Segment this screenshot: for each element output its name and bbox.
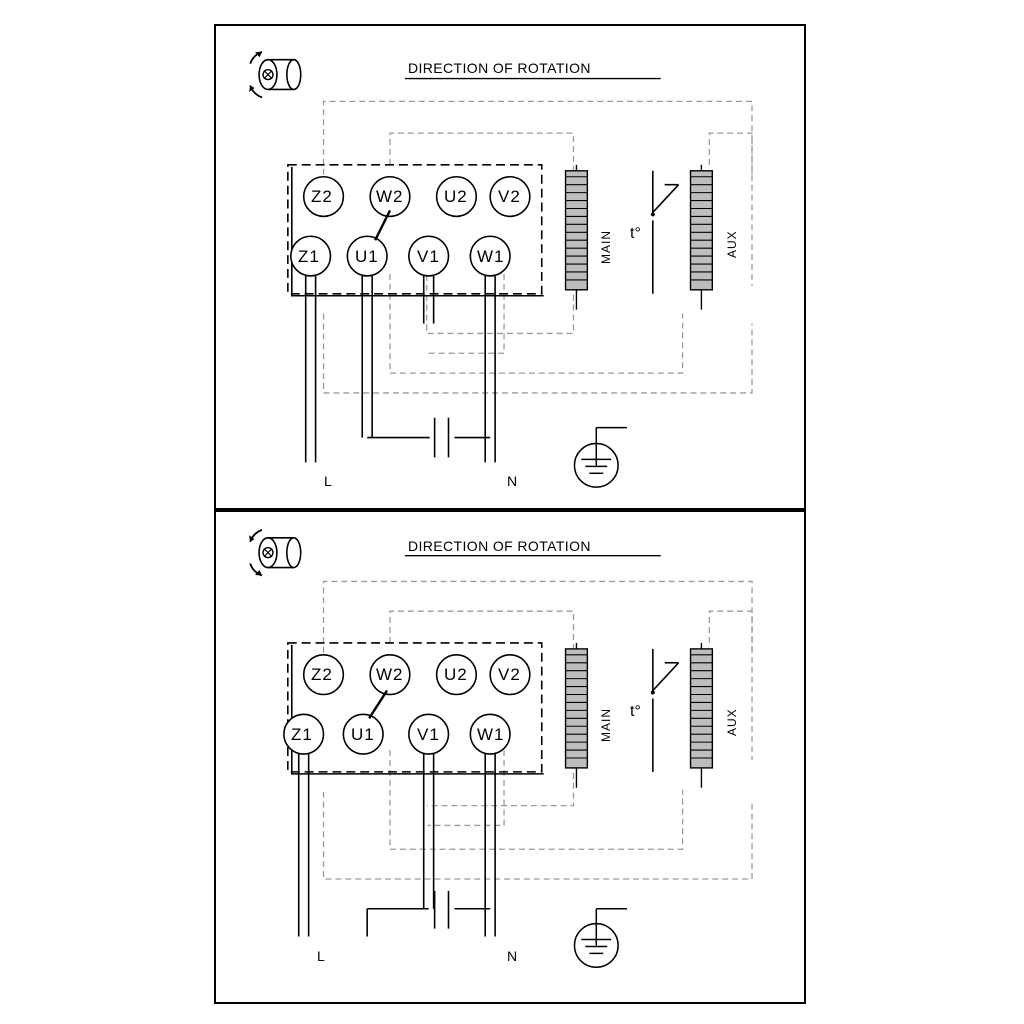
terminal-label-u2: U2: [444, 665, 468, 684]
aux-winding-label: AUX: [725, 708, 739, 736]
terminal-label-z2: Z2: [311, 187, 333, 206]
terminal-label-z1: Z1: [291, 725, 313, 744]
panel-bottom: [214, 510, 806, 1004]
terminal-label-v1: V1: [417, 247, 440, 266]
line-terminal-label: L: [324, 473, 332, 489]
terminal-label-v2: V2: [498, 665, 521, 684]
thermal-switch-label: t°: [630, 225, 641, 242]
neutral-terminal-label: N: [507, 473, 518, 489]
terminal-label-z1: Z1: [298, 247, 320, 266]
terminal-label-z2: Z2: [311, 665, 333, 684]
aux-winding-symbol: [691, 165, 713, 310]
main-winding-label: MAIN: [599, 708, 613, 742]
motor-shaft-rotation-ccw-icon: [249, 52, 301, 98]
thermal-switch-label: t°: [630, 703, 641, 720]
main-winding-label: MAIN: [599, 230, 613, 264]
terminal-label-w2: W2: [376, 665, 404, 684]
main-winding-symbol: [566, 643, 588, 788]
terminal-label-w1: W1: [477, 725, 505, 744]
terminal-label-w1: W1: [477, 247, 505, 266]
panel-top-schematic: [216, 26, 804, 508]
terminal-label-v1: V1: [417, 725, 440, 744]
terminal-label-u1: U1: [351, 725, 375, 744]
panel-top-title: DIRECTION OF ROTATION: [408, 60, 591, 76]
motor-shaft-rotation-cw-icon: [249, 530, 301, 576]
main-winding-symbol: [566, 165, 588, 310]
earth-ground-symbol: [574, 909, 627, 968]
panel-bottom-schematic: [216, 512, 804, 1002]
terminal-label-u2: U2: [444, 187, 468, 206]
panel-top: [214, 24, 806, 510]
earth-ground-symbol: [574, 428, 627, 488]
aux-winding-symbol: [691, 643, 713, 788]
terminal-label-u1: U1: [355, 247, 379, 266]
thermal-protector-switch-icon: [651, 171, 679, 294]
panel-bottom-title: DIRECTION OF ROTATION: [408, 538, 591, 554]
terminal-label-w2: W2: [376, 187, 404, 206]
thermal-protector-switch-icon: [651, 649, 679, 772]
terminal-label-v2: V2: [498, 187, 521, 206]
line-terminal-label: L: [317, 948, 325, 964]
neutral-terminal-label: N: [507, 948, 518, 964]
aux-winding-label: AUX: [725, 230, 739, 258]
